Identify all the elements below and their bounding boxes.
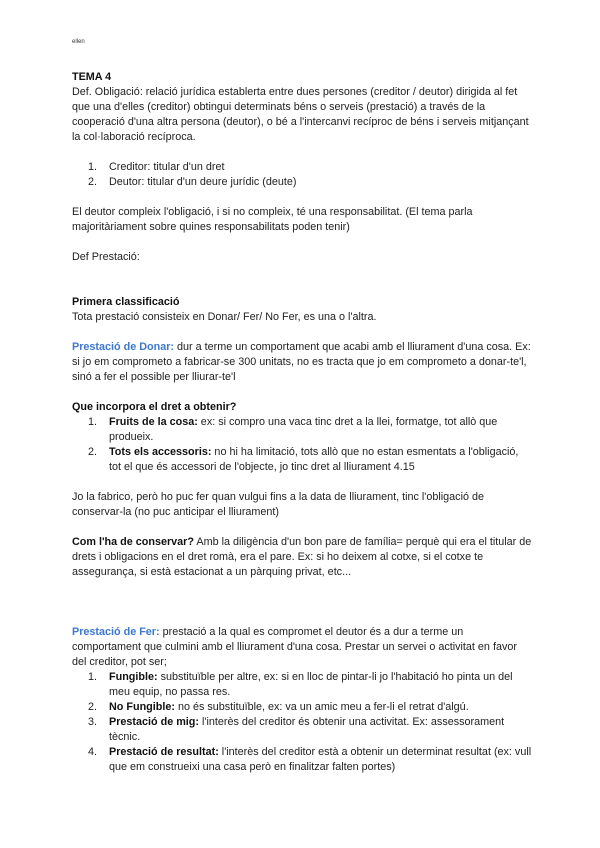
parties-list (72, 160, 532, 190)
document-title: TEMA 4 (72, 71, 112, 83)
list-item: 2. Deutor: titular d'un deure jurídic (deute) (88, 176, 297, 188)
def-prestacio: Def Prestació: (72, 251, 140, 263)
list-item: 2. No Fungible: no és substituïble, ex: va un amic meu a fer-li el retrat d'algú. (88, 701, 469, 713)
fer-paragraph: Prestació de Fer: prestació a la qual es compromet el deutor és a dur a terme un comportament que culmini amb el lliurament d'una cosa. Prestar un servei o activitat en favor del creditor, pot ser; (72, 626, 517, 668)
classification-title: Primera classificació (72, 296, 180, 308)
donar-label: Prestació de Donar: (72, 341, 175, 353)
classification-text: Tota prestació consisteix en Donar/ Fer/ No Fer, es una o l'altra. (72, 311, 377, 323)
debtor-note: El deutor compleix l'obligació, i si no compleix, té una responsabilitat. (El tema parla majoritàriament sobre quines responsabilitats poden tenir) (72, 206, 473, 233)
conserve-paragraph: Com l'ha de conservar? Amb la diligència d'un bon pare de família= perquè qui era el titular de drets i obligacions en el dret romà, era el pare. Ex: si ho deixem al cotxe, si el cotxe te assegurança, si està estacionat a un pàrquing privat, etc... (72, 536, 532, 578)
page-header: ellen (72, 39, 85, 45)
list-item: 1. Fungible: substituïble per altre, ex: si en lloc de pintar-li jo l'habitació ho pinta un del meu equip, no passa res. (88, 671, 513, 698)
document-body (72, 70, 532, 775)
donar-list (72, 415, 532, 475)
list-item: 2. Tots els accessoris: no hi ha limitació, tots allò que no estan esmentats a l'obligació, tot el que és accessori de l'objecte, jo tinc dret al lliurament 4.15 (88, 446, 519, 473)
fer-label: Prestació de Fer: (72, 626, 160, 638)
list-item: 1. Fruits de la cosa: ex: si compro una vaca tinc dret a la llei, formatge, tot allò que produeix. (88, 416, 498, 443)
fabric-paragraph: Jo la fabrico, però ho puc fer quan vulgui fins a la data de lliurament, tinc l'obligació de conservar-la (no puc anticipar el lliurament) (72, 491, 484, 518)
fer-list (72, 670, 532, 775)
list-item: 3. Prestació de mig: l'interès del creditor és obtenir una activitat. Ex: assessorament tècnic. (88, 716, 505, 743)
obligation-definition: Def. Obligació: relació jurídica establerta entre dues persones (creditor / deutor) dirigida al fet que una d'elles (creditor) obtingui determinats béns o serveis (prestació) a través de la cooperació d'una altra persona (deutor), o bé a l'intercanvi recíproc de béns i serveis mitjançant la col·laboració recíproca. (72, 86, 529, 143)
list-item: 4. Prestació de resultat: l'interès del creditor està a obtenir un determinat resultat (ex: vull que em construeixi una casa però en finalitzar falten portes) (88, 746, 532, 773)
donar-paragraph: Prestació de Donar: dur a terme un comportament que acabi amb el lliurament d'una cosa. Ex: si jo em comprometo a fabricar-se 300 unitats, no es tracta que jo em comprometo a donar-te'l, sinó a fer el possible per lliurar-te'l (72, 341, 531, 383)
list-item: 1. Creditor: titular d'un dret (88, 161, 225, 173)
donar-question: Que incorpora el dret a obtenir? (72, 401, 237, 413)
